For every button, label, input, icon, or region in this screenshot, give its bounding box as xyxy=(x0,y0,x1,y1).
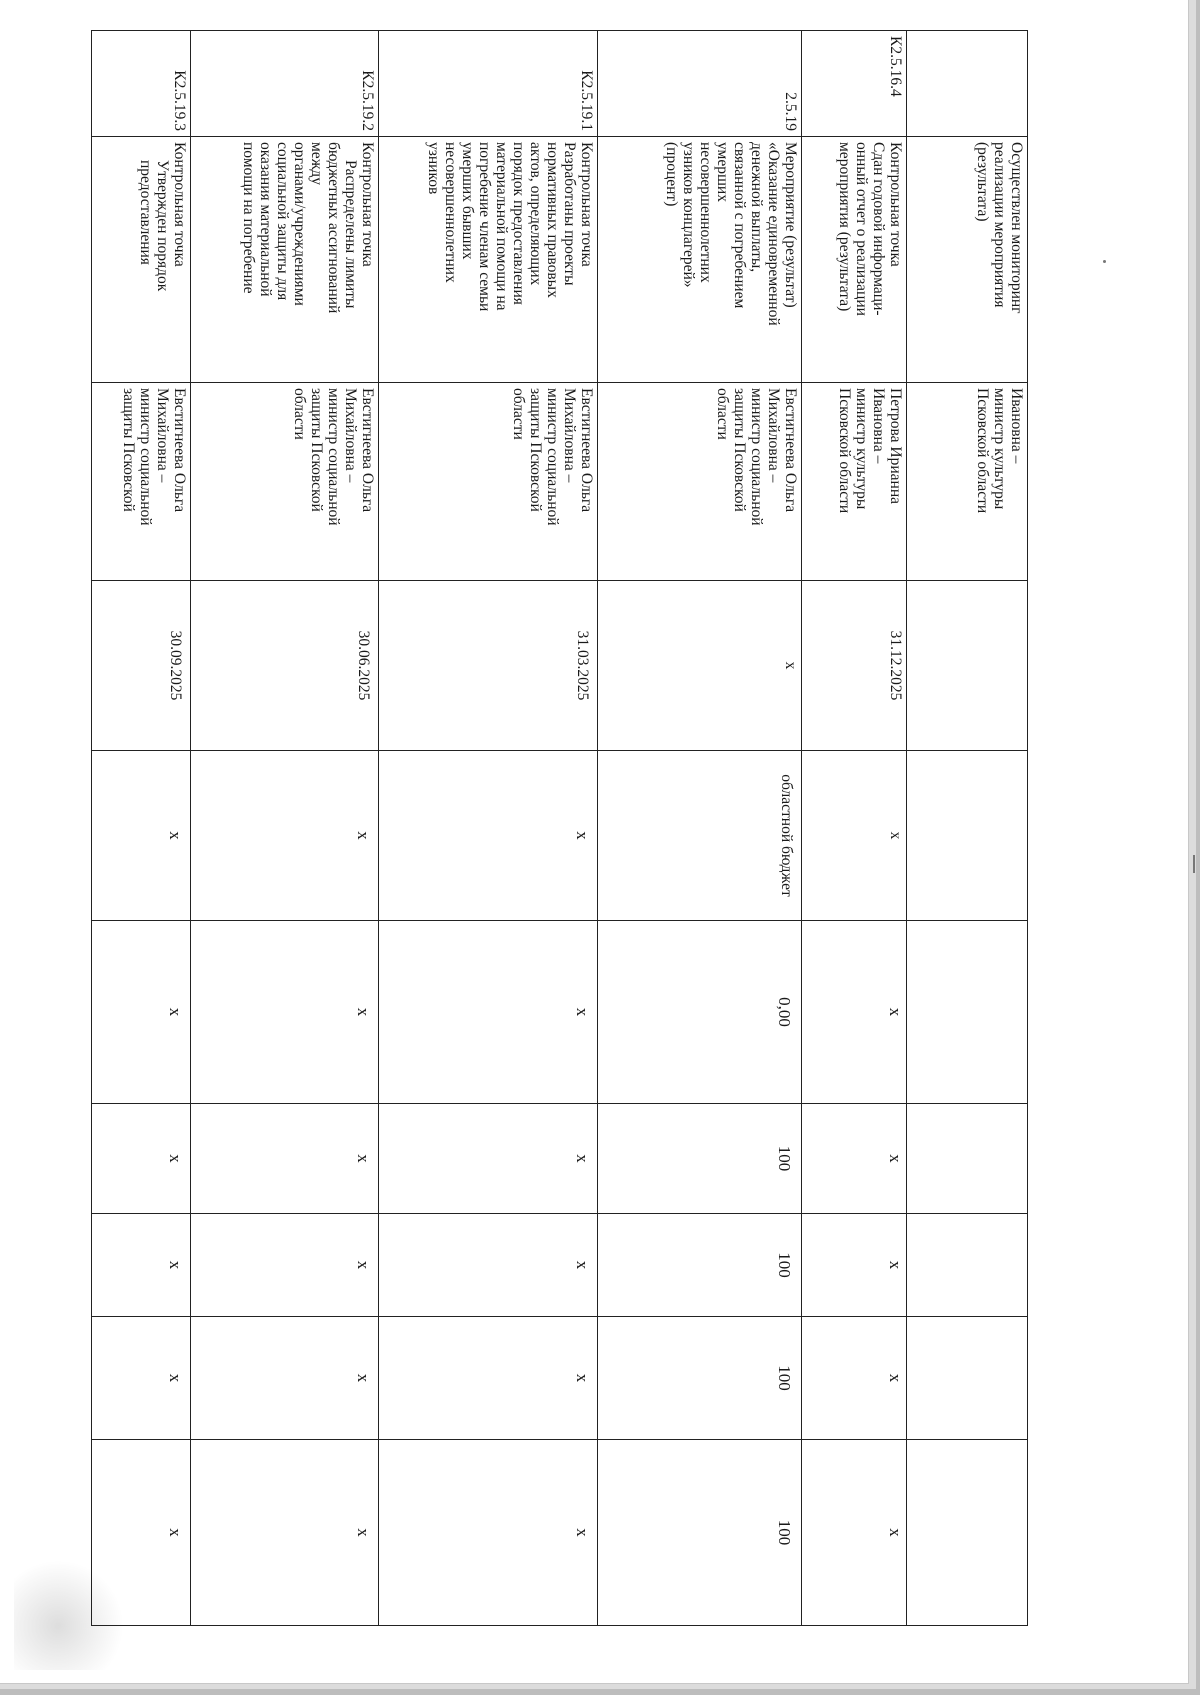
cell-value-3: x xyxy=(190,1214,379,1317)
cell-date: 30.09.2025 xyxy=(92,581,191,751)
name-line: помощи на погребение xyxy=(240,142,258,294)
responsible-line: Михайловна – xyxy=(765,388,783,483)
name-line: онный отчет о реализации xyxy=(853,142,871,316)
cell-budget xyxy=(907,751,1028,921)
scan-speck xyxy=(1193,855,1195,873)
cell-value-2: x xyxy=(802,1104,907,1214)
table-row xyxy=(92,31,191,1626)
cell-name xyxy=(598,137,802,383)
responsible-line: Ивановна – xyxy=(1008,388,1025,464)
name-line: Утвержден порядок xyxy=(153,160,171,292)
name-line: погребение членам семьи xyxy=(476,142,494,312)
cell-budget: x xyxy=(190,751,379,921)
cell-budget: x xyxy=(92,751,191,921)
name-line: несовершеннолетних xyxy=(442,142,460,283)
responsible-line: министр социальной xyxy=(136,388,154,526)
cell-value-3 xyxy=(907,1214,1028,1317)
program-table xyxy=(91,30,1028,1626)
responsible-line: защиты Псковской xyxy=(119,388,137,512)
table-row xyxy=(190,31,379,1626)
cell-value-4: 100 xyxy=(598,1317,802,1440)
cell-value-2: x xyxy=(379,1104,598,1214)
cell-value-4: x xyxy=(190,1317,379,1440)
name-line: нормативных правовых xyxy=(544,142,562,298)
cell-value-4: x xyxy=(802,1317,907,1440)
name-line: узников xyxy=(425,142,443,195)
cell-name xyxy=(379,137,598,383)
cell-value-5 xyxy=(907,1440,1028,1626)
cell-value-5: x xyxy=(190,1440,379,1626)
responsible-line: министр культуры xyxy=(853,388,871,510)
cell-code: К2.5.19.1 xyxy=(379,31,598,137)
cell-responsible xyxy=(598,383,802,581)
table-row xyxy=(802,31,907,1626)
cell-value-5: x xyxy=(92,1440,191,1626)
name-line: мероприятия (результата) xyxy=(836,142,854,312)
cell-value-1: x xyxy=(92,921,191,1104)
name-line: денежной выплаты, xyxy=(748,142,766,273)
responsible-line: Михайловна – xyxy=(153,388,171,483)
cell-name xyxy=(92,137,191,383)
responsible-line: министр социальной xyxy=(748,388,766,526)
responsible-line: защиты Псковской xyxy=(731,388,749,512)
responsible-line: Евстигнеева Ольга xyxy=(359,388,377,513)
cell-date: 31.03.2025 xyxy=(379,581,598,751)
name-line: Контрольная точка xyxy=(578,142,596,267)
cell-value-4: x xyxy=(92,1317,191,1440)
scan-speck xyxy=(1103,260,1106,263)
name-line: социальной защиты для xyxy=(274,142,292,301)
cell-responsible xyxy=(379,383,598,581)
name-line: Сдан годовой информаци- xyxy=(870,142,888,316)
name-line: (результата) xyxy=(974,142,991,222)
cell-name xyxy=(907,137,1028,383)
name-line: Контрольная точка xyxy=(359,142,377,267)
name-line: материальной помощи на xyxy=(493,142,511,311)
cell-code: К2.5.19.2 xyxy=(190,31,379,137)
cell-value-1: x xyxy=(379,921,598,1104)
responsible-line: Ивановна – xyxy=(870,388,888,464)
cell-code: 2.5.19 xyxy=(598,31,802,137)
cell-value-2: x xyxy=(92,1104,191,1214)
cell-code: К2.5.16.4 xyxy=(802,31,907,137)
name-line: органами/учреждениями xyxy=(291,142,309,306)
cell-value-3: x xyxy=(802,1214,907,1317)
cell-value-2: 100 xyxy=(598,1104,802,1214)
cell-value-4: x xyxy=(379,1317,598,1440)
responsible-line: защиты Псковской xyxy=(308,388,326,512)
name-line: бюджетных ассигнований xyxy=(325,142,343,314)
name-line: (процент) xyxy=(663,142,681,207)
name-line: между xyxy=(308,142,326,186)
cell-name xyxy=(802,137,907,383)
page-edge-bottom xyxy=(0,1689,1200,1695)
name-line: предоставления xyxy=(136,160,154,265)
cell-value-4 xyxy=(907,1317,1028,1440)
name-line: Распределены лимиты xyxy=(342,160,360,309)
responsible-line: министр культуры xyxy=(991,388,1008,510)
cell-value-5: x xyxy=(379,1440,598,1626)
responsible-line: Евстигнеева Ольга xyxy=(170,388,188,513)
cell-value-2 xyxy=(907,1104,1028,1214)
responsible-line: министр социальной xyxy=(325,388,343,526)
rotated-table-container xyxy=(91,30,1028,1625)
page-edge-right xyxy=(1196,0,1200,1695)
cell-date: 31.12.2025 xyxy=(802,581,907,751)
cell-value-1: x xyxy=(802,921,907,1104)
name-line: актов, определяющих xyxy=(527,142,545,286)
cell-code: К2.5.19.3 xyxy=(92,31,191,137)
responsible-line: области xyxy=(714,388,732,440)
cell-date: x xyxy=(598,581,802,751)
name-line: Мероприятие (результат) xyxy=(782,142,800,308)
cell-value-1 xyxy=(907,921,1028,1104)
name-line: оказания материальной xyxy=(257,142,275,297)
cell-budget: x xyxy=(379,751,598,921)
name-line: Контрольная точка xyxy=(887,142,905,267)
responsible-line: области xyxy=(510,388,528,440)
responsible-line: области xyxy=(291,388,309,440)
cell-budget: x xyxy=(802,751,907,921)
name-line: «Оказание единовременной xyxy=(765,142,783,326)
name-line: реализации мероприятия xyxy=(991,142,1008,308)
cell-value-1: x xyxy=(190,921,379,1104)
cell-responsible xyxy=(907,383,1028,581)
cell-budget: областной бюджет xyxy=(598,751,802,921)
cell-responsible xyxy=(92,383,191,581)
cell-name xyxy=(190,137,379,383)
cell-date: 30.06.2025 xyxy=(190,581,379,751)
responsible-line: Псковской области xyxy=(836,388,854,514)
responsible-line: Евстигнеева Ольга xyxy=(782,388,800,513)
responsible-line: Михайловна – xyxy=(561,388,579,483)
name-line: несовершеннолетних xyxy=(697,142,715,283)
cell-value-5: x xyxy=(802,1440,907,1626)
table-row xyxy=(598,31,802,1626)
name-line: узников концлагерей» xyxy=(680,142,698,288)
name-line: связанной с погребением xyxy=(731,142,749,309)
table-row xyxy=(907,31,1028,1626)
name-line: порядок предоставления xyxy=(510,142,528,305)
name-line: Контрольная точка xyxy=(170,142,188,267)
cell-responsible xyxy=(802,383,907,581)
responsible-line: защиты Псковской xyxy=(527,388,545,512)
responsible-line: Петрова Ирианна xyxy=(887,388,905,504)
responsible-line: Михайловна – xyxy=(342,388,360,483)
cell-value-1: 0,00 xyxy=(598,921,802,1104)
name-line: умерших бывших xyxy=(459,142,477,260)
name-line: Осуществлен мониторинг xyxy=(1008,142,1025,314)
cell-value-5: 100 xyxy=(598,1440,802,1626)
cell-value-2: x xyxy=(190,1104,379,1214)
name-line: умерших xyxy=(714,142,732,202)
name-line: Разработаны проекты xyxy=(561,142,579,286)
cell-value-3: x xyxy=(379,1214,598,1317)
cell-date xyxy=(907,581,1028,751)
responsible-line: Псковской области xyxy=(974,388,991,514)
table-row xyxy=(379,31,598,1626)
responsible-line: Евстигнеева Ольга xyxy=(578,388,596,513)
responsible-line: министр социальной xyxy=(544,388,562,526)
cell-value-3: 100 xyxy=(598,1214,802,1317)
cell-value-3: x xyxy=(92,1214,191,1317)
cell-code xyxy=(907,31,1028,137)
cell-responsible xyxy=(190,383,379,581)
